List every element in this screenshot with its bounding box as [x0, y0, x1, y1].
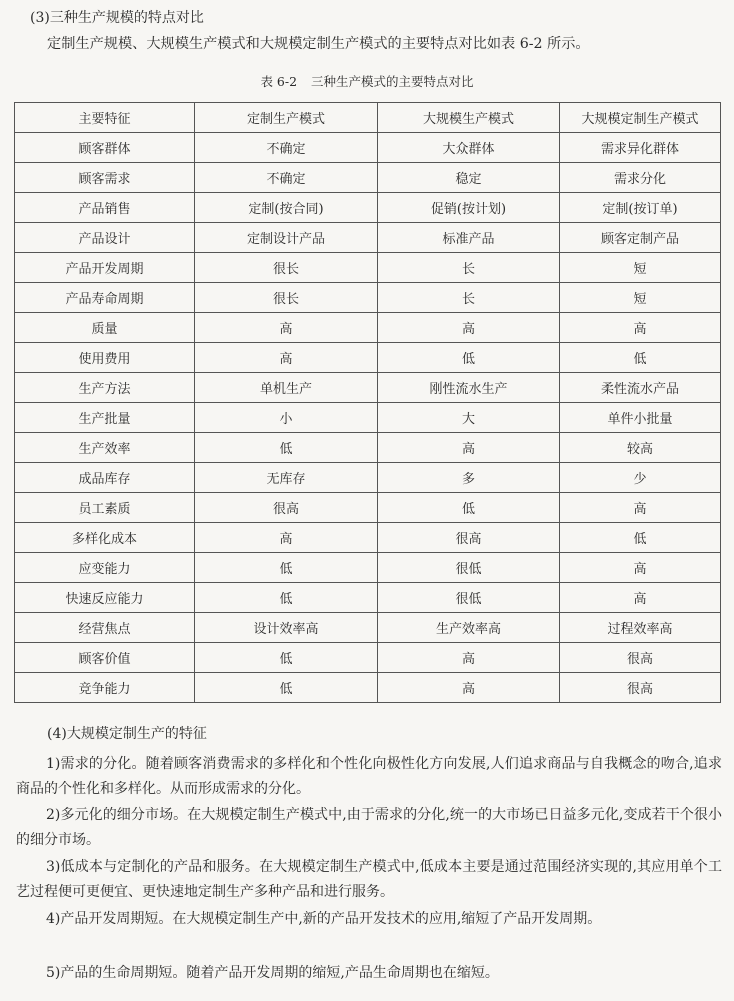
value-cell: 高: [560, 313, 721, 343]
header-cell: 大规模生产模式: [378, 103, 560, 133]
value-cell: 高: [378, 673, 560, 703]
feature-cell: 生产批量: [15, 403, 195, 433]
value-cell: 高: [378, 643, 560, 673]
value-cell: 很高: [560, 673, 721, 703]
feature-cell: 质量: [15, 313, 195, 343]
table-row: [15, 313, 721, 343]
value-cell: 高: [560, 583, 721, 613]
feature-cell: 产品销售: [15, 193, 195, 223]
header-cell: 主要特征: [15, 103, 195, 133]
table-row: [15, 463, 721, 493]
feature-cell: 竞争能力: [15, 673, 195, 703]
table-row: [15, 433, 721, 463]
value-cell: 需求分化: [560, 163, 721, 193]
value-cell: 顾客定制产品: [560, 223, 721, 253]
value-cell: 很低: [378, 583, 560, 613]
table-row: [15, 343, 721, 373]
value-cell: 很长: [195, 283, 378, 313]
value-cell: 较高: [560, 433, 721, 463]
value-cell: 低: [195, 433, 378, 463]
feature-cell: 生产效率: [15, 433, 195, 463]
intro-sentence: 定制生产规模、大规模生产模式和大规模定制生产模式的主要特点对比如表 6-2 所示。: [47, 36, 590, 52]
value-cell: 少: [560, 463, 721, 493]
feature-cell: 使用费用: [15, 343, 195, 373]
value-cell: 单件小批量: [560, 403, 721, 433]
value-cell: 低: [560, 343, 721, 373]
value-cell: 稳定: [378, 163, 560, 193]
paragraph-3: 3)低成本与定制化的产品和服务。在大规模定制生产模式中,低成本主要是通过范围经济实现的,其应用单个工艺过程便可更便宜、更快速地定制生产多种产品和进行服务。: [16, 859, 722, 900]
value-cell: 高: [195, 313, 378, 343]
feature-cell: 产品设计: [15, 223, 195, 253]
table-row: [15, 163, 721, 193]
value-cell: 大: [378, 403, 560, 433]
value-cell: 小: [195, 403, 378, 433]
section-3-heading: (3)三种生产规模的特点对比: [30, 10, 204, 26]
value-cell: 高: [195, 523, 378, 553]
table-row: [15, 643, 721, 673]
table-body: [15, 133, 721, 703]
value-cell: 高: [560, 553, 721, 583]
feature-cell: 顾客群体: [15, 133, 195, 163]
paragraph-1: 1)需求的分化。随着顾客消费需求的多样化和个性化向极性化方向发展,人们追求商品与自我概念的吻合,追求商品的个性化和多样化。从而形成需求的分化。: [16, 756, 722, 797]
value-cell: 短: [560, 253, 721, 283]
value-cell: 刚性流水生产: [378, 373, 560, 403]
value-cell: 低: [378, 493, 560, 523]
feature-cell: 成品库存: [15, 463, 195, 493]
value-cell: 长: [378, 253, 560, 283]
value-cell: 高: [378, 313, 560, 343]
value-cell: 设计效率高: [195, 613, 378, 643]
table-row: [15, 553, 721, 583]
table-row: [15, 493, 721, 523]
value-cell: 大众群体: [378, 133, 560, 163]
value-cell: 不确定: [195, 133, 378, 163]
value-cell: 很低: [378, 553, 560, 583]
value-cell: 定制(按合同): [195, 193, 378, 223]
value-cell: 标准产品: [378, 223, 560, 253]
section-4-heading: (4)大规模定制生产的特征: [47, 726, 207, 742]
table-header-row: [15, 103, 721, 133]
value-cell: 促销(按计划): [378, 193, 560, 223]
value-cell: 很长: [195, 253, 378, 283]
value-cell: 低: [195, 673, 378, 703]
feature-cell: 顾客价值: [15, 643, 195, 673]
table-caption-number: 表 6-2: [260, 74, 298, 89]
value-cell: 低: [195, 583, 378, 613]
feature-cell: 顾客需求: [15, 163, 195, 193]
table-row: [15, 403, 721, 433]
table-row: [15, 613, 721, 643]
table-row: [15, 223, 721, 253]
value-cell: 生产效率高: [378, 613, 560, 643]
value-cell: 很高: [378, 523, 560, 553]
value-cell: 高: [560, 493, 721, 523]
table-row: [15, 283, 721, 313]
value-cell: 低: [195, 553, 378, 583]
value-cell: 定制(按订单): [560, 193, 721, 223]
feature-cell: 应变能力: [15, 553, 195, 583]
paragraph-5: 5)产品的生命周期短。随着产品开发周期的缩短,产品生命周期也在缩短。: [46, 965, 499, 981]
table-caption-title: 三种生产模式的主要特点对比: [311, 74, 474, 89]
table-row: [15, 373, 721, 403]
feature-cell: 经营焦点: [15, 613, 195, 643]
value-cell: 低: [378, 343, 560, 373]
value-cell: 定制设计产品: [195, 223, 378, 253]
value-cell: 长: [378, 283, 560, 313]
paragraph-2: 2)多元化的细分市场。在大规模定制生产模式中,由于需求的分化,统一的大市场已日益多元化,变成若干个很小的细分市场。: [16, 807, 722, 848]
feature-cell: 产品开发周期: [15, 253, 195, 283]
value-cell: 不确定: [195, 163, 378, 193]
value-cell: 过程效率高: [560, 613, 721, 643]
value-cell: 无库存: [195, 463, 378, 493]
table-row: [15, 193, 721, 223]
value-cell: 很高: [195, 493, 378, 523]
paragraph-4: 4)产品开发周期短。在大规模定制生产中,新的产品开发技术的应用,缩短了产品开发周期。: [46, 911, 602, 927]
comparison-table: [14, 102, 721, 703]
header-cell: 定制生产模式: [195, 103, 378, 133]
table-row: [15, 583, 721, 613]
value-cell: 单机生产: [195, 373, 378, 403]
table-caption: [0, 72, 734, 92]
value-cell: 短: [560, 283, 721, 313]
feature-cell: 多样化成本: [15, 523, 195, 553]
feature-cell: 产品寿命周期: [15, 283, 195, 313]
feature-cell: 员工素质: [15, 493, 195, 523]
table-row: [15, 253, 721, 283]
table-row: [15, 673, 721, 703]
value-cell: 需求异化群体: [560, 133, 721, 163]
value-cell: 很高: [560, 643, 721, 673]
table-row: [15, 133, 721, 163]
value-cell: 低: [560, 523, 721, 553]
value-cell: 高: [378, 433, 560, 463]
value-cell: 低: [195, 643, 378, 673]
feature-cell: 快速反应能力: [15, 583, 195, 613]
value-cell: 高: [195, 343, 378, 373]
value-cell: 多: [378, 463, 560, 493]
table-row: [15, 523, 721, 553]
feature-cell: 生产方法: [15, 373, 195, 403]
value-cell: 柔性流水产品: [560, 373, 721, 403]
header-cell: 大规模定制生产模式: [560, 103, 721, 133]
